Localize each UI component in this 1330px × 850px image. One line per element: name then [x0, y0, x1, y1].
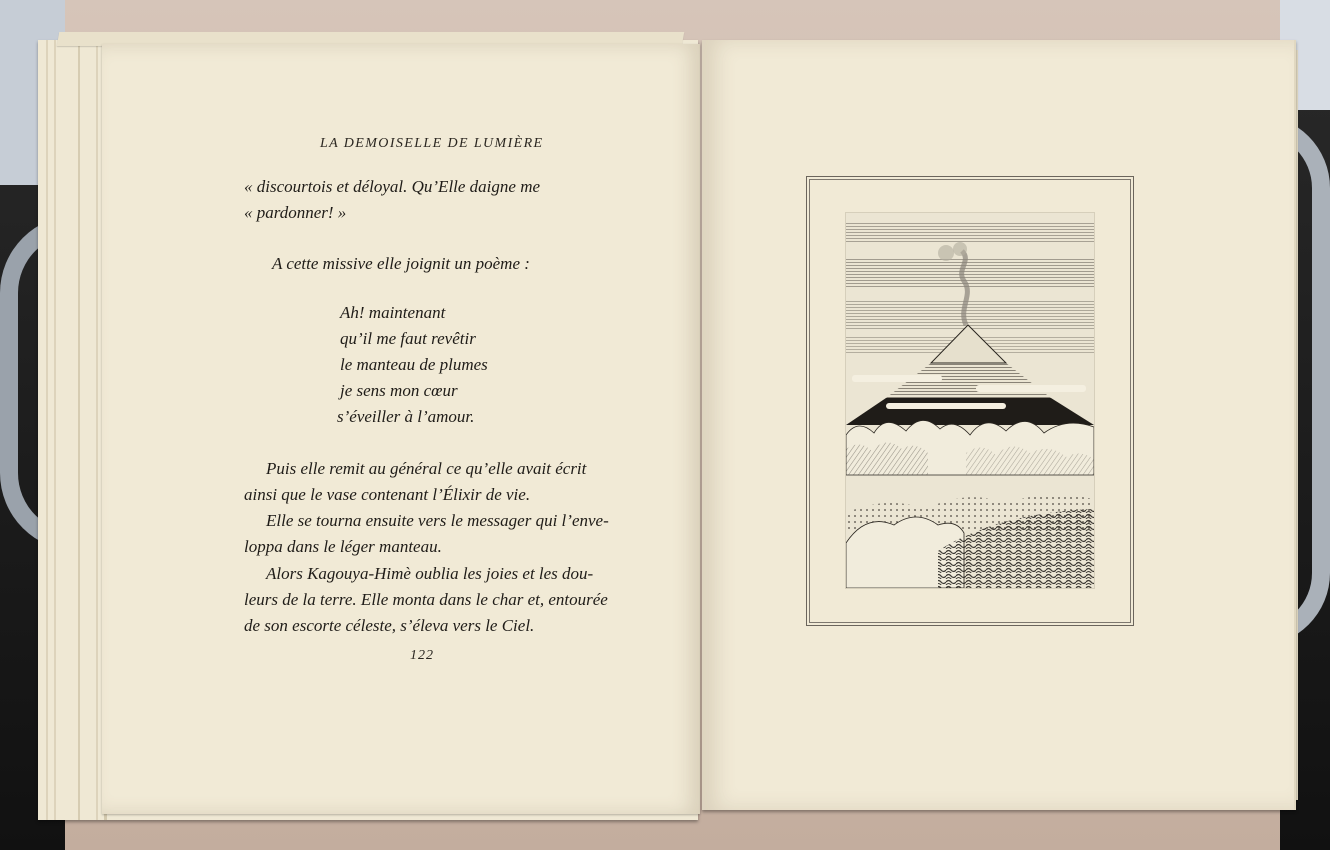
poem-line: le manteau de plumes — [340, 355, 488, 374]
poem-line: je sens mon cœur — [340, 381, 458, 400]
text-line: Elle se tourna ensuite vers le messager qui l’enve- — [266, 511, 609, 530]
text-line: A cette missive elle joignit un poème : — [272, 254, 530, 273]
text-line: leurs de la terre. Elle monta dans le char et, entourée — [244, 590, 608, 609]
illustration-plate — [846, 213, 1094, 588]
running-head: LA DEMOISELLE DE LUMIÈRE — [320, 136, 544, 151]
page-number: 122 — [410, 648, 434, 663]
text-line: « pardonner! » — [244, 203, 347, 222]
volcano-etching-illustration — [846, 213, 1094, 588]
text-line: Alors Kagouya-Himè oublia les joies et les dou- — [266, 564, 594, 583]
text-line: ainsi que le vase contenant l’Élixir de vie. — [244, 485, 531, 504]
poem-line: Ah! maintenant — [340, 303, 446, 322]
text-line: « discourtois et déloyal. Qu’Elle daigne me — [244, 177, 541, 196]
poem-line: s’éveiller à l’amour. — [337, 407, 475, 426]
text-line: Puis elle remit au général ce qu’elle avait écrit — [266, 459, 587, 478]
page-edge — [96, 40, 98, 820]
text-line: de son escorte céleste, s’éleva vers le Ciel. — [244, 616, 535, 635]
text-line: loppa dans le léger manteau. — [244, 537, 442, 556]
page-edge — [54, 40, 56, 820]
left-page — [102, 44, 700, 814]
page-edge — [78, 40, 80, 820]
page-edge — [46, 40, 48, 820]
poem-line: qu’il me faut revêtir — [340, 329, 476, 348]
